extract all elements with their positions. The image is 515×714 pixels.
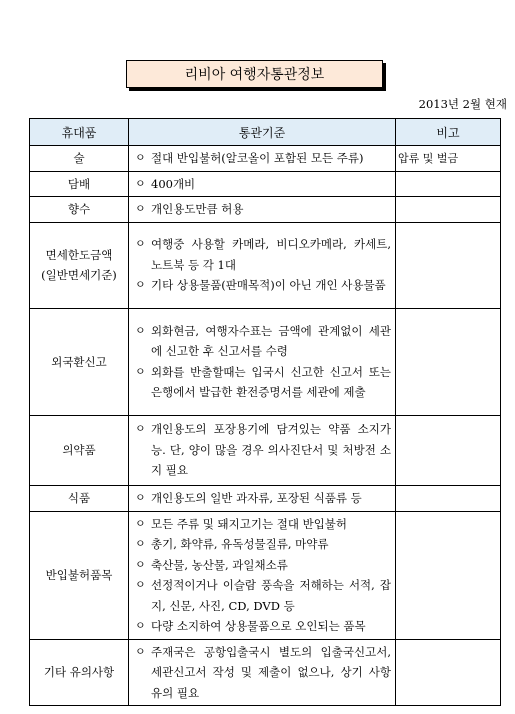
rule-text: 외화를 반출할때는 입국시 신고한 신고서 또는 은행에서 발급한 환전증명서를 세관에 제출 (151, 364, 391, 399)
bullet-icon: ㅇ (135, 516, 146, 530)
rule-text: 선정적이거나 이슬람 풍속을 저해하는 서적, 잡지, 신문, 사진, CD, DVD 등 (151, 578, 391, 613)
row-note: 압류 및 벌금 (396, 146, 501, 172)
bullet-icon: ㅇ (135, 619, 146, 632)
rule-list (135, 321, 391, 403)
bullet-icon: ㅇ (135, 422, 146, 436)
row-category-line: 담배 (67, 176, 91, 191)
row-rules (129, 485, 396, 511)
bullet-icon: ㅇ (135, 578, 146, 591)
rule-item (135, 148, 391, 169)
table-row (30, 511, 501, 639)
row-rules (129, 222, 396, 308)
table-row (30, 485, 501, 511)
rule-text: 주재국은 공항입출국시 별도의 입출국신고서, 세관신고서 작성 및 제출이 없으나, 상기 사항 유의 필요 (151, 644, 391, 700)
row-category (30, 511, 129, 639)
bullet-icon: ㅇ (135, 151, 146, 164)
rule-item (135, 514, 391, 535)
rule-text: 400개비 (151, 176, 196, 191)
rule-list (135, 488, 391, 509)
rule-text: 모든 주류 및 돼지고기는 절대 반입불허 (151, 516, 348, 531)
row-note (396, 222, 501, 308)
rule-text: 절대 반입불허(알코올이 포함된 모든 주류) (151, 151, 364, 165)
row-category-line: 반입불허품목 (45, 568, 113, 582)
bullet-icon: ㅇ (135, 490, 146, 504)
rule-list (135, 419, 391, 481)
rule-item (135, 321, 391, 362)
rule-item (135, 419, 391, 481)
table-row (30, 171, 501, 197)
row-category-line: 향수 (67, 202, 91, 217)
rule-list (135, 174, 391, 195)
rule-item (135, 275, 391, 296)
bullet-icon: ㅇ (135, 537, 146, 550)
row-note (396, 511, 501, 639)
header-item: 휴대품 (30, 119, 129, 146)
rule-text: 기타 상용물품(판매목적)이 아닌 개인 사용물품 (151, 278, 386, 293)
bullet-icon: ㅇ (135, 176, 146, 190)
row-note (396, 485, 501, 511)
rule-list (135, 199, 391, 220)
row-rules (129, 146, 396, 172)
rule-item (135, 174, 391, 195)
row-rules (129, 308, 396, 415)
table-row (30, 308, 501, 415)
row-category (30, 146, 129, 172)
row-rules (129, 639, 396, 706)
rule-list (135, 642, 391, 704)
customs-table (29, 118, 501, 706)
table-row (30, 415, 501, 485)
rule-item (135, 234, 391, 275)
rule-text: 개인용도만큼 허용 (151, 202, 244, 216)
row-note (396, 171, 501, 197)
rule-text: 개인용도의 일반 과자류, 포장된 식품류 등 (151, 490, 362, 505)
rule-item (135, 555, 391, 576)
row-category (30, 308, 129, 415)
table-row (30, 146, 501, 172)
row-category (30, 485, 129, 511)
bullet-icon: ㅇ (135, 237, 146, 251)
row-category-line: 술 (73, 151, 85, 166)
document-title-text: 리비아 여행자통관정보 (184, 67, 325, 83)
bullet-icon: ㅇ (135, 364, 146, 378)
row-category (30, 197, 129, 223)
rule-text: 총기, 화약류, 유독성물질류, 마약류 (151, 537, 329, 551)
rule-item (135, 616, 391, 637)
table-row (30, 197, 501, 223)
row-category (30, 171, 129, 197)
rule-text: 외화현금, 여행자수표는 금액에 관계없이 세관에 신고한 후 신고서를 수령 (151, 323, 391, 358)
header-rules: 통관기준 (129, 119, 396, 146)
row-category-line: 식품 (67, 491, 91, 505)
bullet-icon: ㅇ (135, 557, 146, 571)
row-note (396, 415, 501, 485)
bullet-icon: ㅇ (135, 644, 146, 658)
rule-text: 다량 소지하여 상용물품으로 오인되는 품목 (151, 619, 366, 633)
rule-list (135, 148, 391, 169)
bullet-icon: ㅇ (135, 278, 146, 292)
row-category (30, 415, 129, 485)
row-rules (129, 171, 396, 197)
document-title (126, 60, 383, 88)
table-row (30, 222, 501, 308)
rule-list (135, 514, 391, 637)
row-category-line: 면세한도금액 (45, 248, 113, 262)
rule-item (135, 642, 391, 704)
row-note (396, 308, 501, 415)
row-rules (129, 415, 396, 485)
bullet-icon: ㅇ (135, 202, 146, 215)
rule-item (135, 575, 391, 616)
rule-list (135, 234, 391, 296)
row-rules (129, 511, 396, 639)
rule-item (135, 534, 391, 555)
rule-text: 개인용도의 포장용기에 담겨있는 약품 소지가능. 단, 양이 많을 경우 의사진단서 및 처방전 소지 필요 (151, 422, 391, 478)
row-category-line: 외국환신고 (51, 354, 107, 369)
row-category (30, 639, 129, 706)
row-note (396, 197, 501, 223)
row-note (396, 639, 501, 706)
table-header-row (30, 119, 501, 146)
row-rules (129, 197, 396, 223)
rule-item (135, 362, 391, 403)
rule-text: 축산물, 농산물, 과일채소류 (151, 557, 288, 572)
rule-item (135, 488, 391, 509)
row-category-line: 기타 유의사항 (43, 665, 115, 680)
row-category (30, 222, 129, 308)
row-category-line: (일반면세기준) (41, 268, 117, 282)
table-row (30, 639, 501, 706)
header-note: 비고 (396, 119, 501, 146)
rule-item (135, 199, 391, 220)
bullet-icon: ㅇ (135, 323, 146, 337)
rule-text: 여행중 사용할 카메라, 비디오카메라, 카세트, 노트북 등 각 1대 (151, 237, 391, 272)
date-note: 2013년 2월 현재 (418, 97, 507, 111)
row-category-line: 의약품 (62, 443, 96, 457)
